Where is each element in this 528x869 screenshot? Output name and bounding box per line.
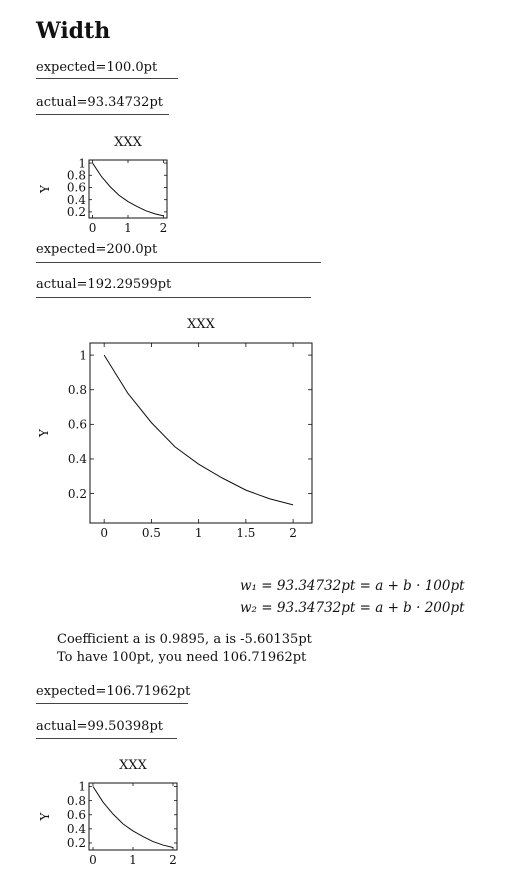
x-tick-label: 2: [169, 853, 177, 867]
plot-frame: [90, 343, 312, 523]
expected-rule: [36, 78, 178, 79]
y-tick-label: 0.2: [66, 205, 86, 220]
chart-title: XXX: [114, 135, 142, 150]
y-axis-label: Y: [38, 812, 52, 821]
expected-rule: [36, 703, 188, 704]
y-tick-label: 0.6: [66, 807, 86, 822]
plot-small-2: [0, 750, 240, 869]
actual-rule: [36, 297, 311, 298]
plot-frame: [89, 160, 167, 218]
y-tick-label: 0.4: [67, 452, 87, 467]
y-tick-label: 1: [78, 156, 86, 171]
equation-w2: w₂ = 93.34732pt = a + b · 200pt: [240, 600, 465, 616]
x-tick-label: 2: [159, 221, 168, 235]
chart-title: XXX: [187, 317, 215, 332]
series-line: [93, 163, 164, 216]
y-tick-label: 1: [79, 348, 87, 363]
y-tick-label: 1: [78, 779, 86, 794]
x-tick-label: 1: [124, 221, 132, 235]
expected-label: expected=106.71962pt: [36, 684, 191, 699]
y-axis-label: Y: [38, 185, 52, 193]
y-axis-label: Y: [37, 429, 51, 437]
plot-frame: [89, 783, 177, 850]
actual-rule: [36, 738, 177, 739]
y-tick-label: 0.2: [67, 486, 87, 501]
expected-rule: [36, 262, 321, 263]
x-tick-label: 1: [194, 526, 203, 540]
y-tick-label: 0.6: [67, 417, 87, 432]
page-title: Width: [36, 18, 111, 44]
y-tick-label: 0.6: [66, 180, 86, 195]
coefficient-text: Coefficient a is 0.9895, a is -5.60135pt: [57, 632, 312, 647]
expected-label: expected=100.0pt: [36, 60, 158, 75]
series-line: [104, 355, 293, 505]
x-tick-label: 1: [129, 853, 137, 867]
actual-rule: [36, 114, 169, 115]
x-tick-label: 2: [289, 526, 297, 540]
equation-w1: w₁ = 93.34732pt = a + b · 100pt: [240, 578, 465, 594]
actual-label: actual=99.50398pt: [36, 719, 164, 734]
need-text: To have 100pt, you need 106.71962pt: [57, 650, 307, 665]
x-tick-label: 0: [100, 526, 108, 540]
x-tick-label: 0: [88, 221, 97, 235]
expected-label: expected=200.0pt: [36, 242, 158, 257]
y-tick-label: 0.4: [66, 822, 86, 837]
x-tick-label: 1.5: [236, 526, 256, 540]
actual-label: actual=93.34732pt: [36, 95, 164, 110]
y-tick-label: 0.2: [66, 836, 86, 851]
y-tick-label: 0.8: [67, 382, 87, 397]
actual-label: actual=192.29599pt: [36, 277, 172, 292]
x-tick-label: 0.5: [141, 526, 161, 540]
y-tick-label: 0.8: [66, 168, 86, 183]
plot-large: [0, 305, 340, 550]
chart-title: XXX: [119, 758, 147, 773]
series-line: [93, 787, 173, 848]
y-tick-label: 0.8: [66, 793, 86, 808]
y-tick-label: 0.4: [66, 192, 86, 207]
x-tick-label: 0: [89, 853, 97, 867]
plot-small-1: [0, 125, 230, 240]
